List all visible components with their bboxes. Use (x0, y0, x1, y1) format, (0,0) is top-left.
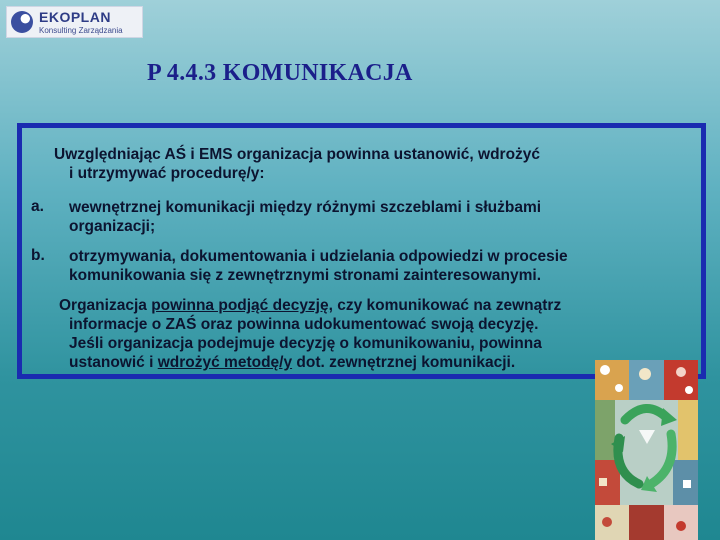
logo-globe-icon (11, 11, 33, 33)
closing-line-4 (69, 353, 515, 372)
item-a-line-2: organizacji; (69, 218, 156, 235)
closing-line-1-pre: Organizacja (59, 297, 152, 314)
item-b-marker: b. (31, 247, 45, 264)
item-a-line-1: wewnętrznej komunikacji między różnymi szczeblami i służbami (69, 199, 542, 216)
closing-line-1 (59, 296, 561, 315)
intro-line-2: i utrzymywać procedurę/y: (69, 165, 265, 182)
logo-name: EKOPLAN (39, 9, 111, 25)
closing-line-1-underline: powinna podjąć decyzję (151, 297, 329, 314)
closing-line-4-pre: ustanowić i (69, 354, 158, 371)
item-b-line-2: komunikowania się z zewnętrznymi stronami zainteresowanymi. (69, 267, 542, 284)
item-b-line-1: otrzymywania, dokumentowania i udzielania odpowiedzi w procesie (69, 248, 568, 265)
intro-line-1: Uwzględniając AŚ i EMS organizacja powinna ustanowić, wdrożyć (54, 146, 541, 163)
item-a-marker: a. (31, 198, 44, 215)
recycling-collage-icon (595, 360, 698, 540)
closing-line-3: Jeśli organizacja podejmuje decyzję o komunikowaniu, powinna (69, 335, 542, 352)
ekoplan-logo (6, 6, 143, 38)
closing-line-4-underline: wdrożyć metodę/y (157, 354, 293, 371)
closing-line-4-post: dot. zewnętrznej komunikacji. (292, 354, 516, 371)
closing-line-1-post: , czy komunikować na zewnątrz (328, 297, 562, 314)
logo-subtitle: Konsulting Zarządzania (39, 26, 123, 35)
slide-title: P 4.4.3 KOMUNIKACJA (147, 60, 413, 86)
closing-line-2: informacje o ZAŚ oraz powinna udokumentować swoją decyzję. (69, 316, 539, 333)
